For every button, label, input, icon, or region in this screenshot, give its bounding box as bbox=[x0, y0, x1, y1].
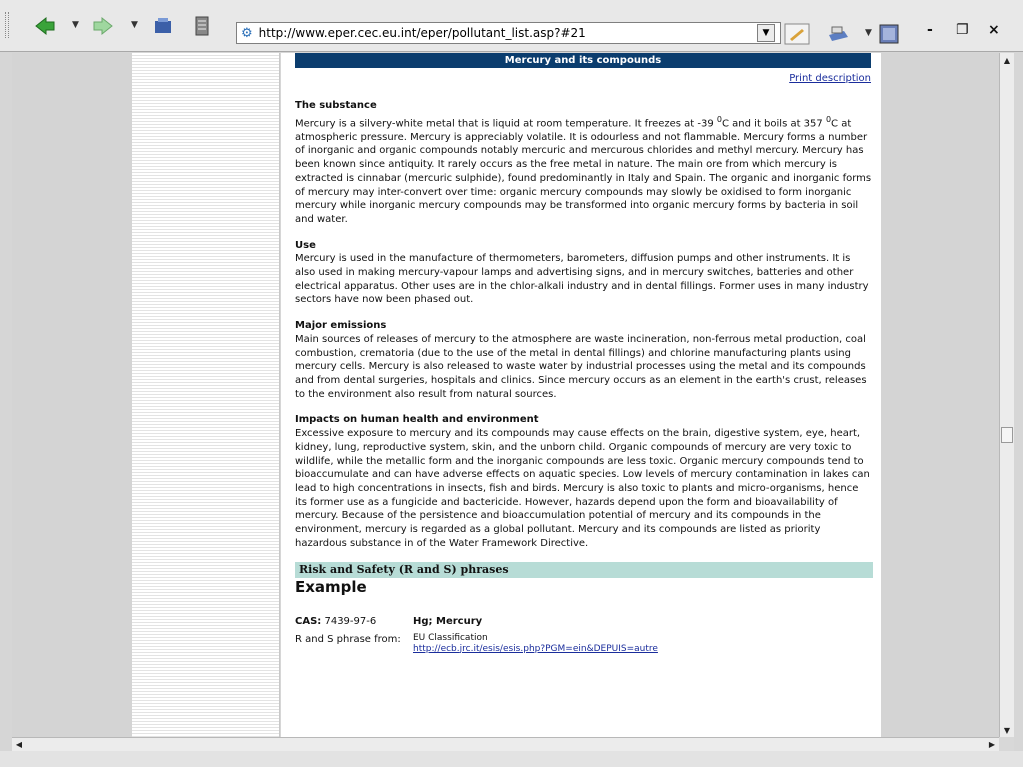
pencil-icon[interactable] bbox=[784, 22, 810, 46]
page-content bbox=[281, 53, 881, 737]
scroll-left-icon[interactable]: ◀ bbox=[15, 740, 23, 749]
left-stripe-panel bbox=[132, 53, 280, 737]
status-area bbox=[0, 751, 1023, 767]
cas-value: 7439-97-6 bbox=[324, 615, 377, 627]
horizontal-scrollbar[interactable] bbox=[12, 737, 999, 751]
print-icon[interactable] bbox=[826, 22, 850, 46]
rs-source-link[interactable]: http://ecb.jrc.it/esis/esis.php?PGM=ein&DEPUIS=autre bbox=[413, 643, 658, 654]
section-heading: Impacts on human health and environment bbox=[295, 414, 539, 426]
rs-row bbox=[295, 633, 873, 655]
back-icon[interactable] bbox=[34, 14, 56, 38]
scroll-thumb[interactable] bbox=[1001, 427, 1013, 443]
url-text: http://www.eper.cec.eu.int/eper/pollutant_list.asp?#21 bbox=[258, 26, 586, 40]
reload-icon[interactable] bbox=[152, 14, 174, 38]
url-dropdown-icon[interactable]: ▼ bbox=[757, 24, 775, 42]
window-restore-button[interactable]: ❐ bbox=[956, 22, 969, 38]
section-text: Mercury is used in the manufacture of thermometers, barometers, diffusion pumps and other instruments. It is also used in making mercury-vapour lamps and advertising signs, and in mercury switches, batteries and other electrical apparatus. Other uses are in the chlor-alkali industry and in dental fillings. Former uses in many industry sectors have now been phased out. bbox=[295, 253, 869, 306]
section-text: Main sources of releases of mercury to the atmosphere are waste incineration, non-ferrous metal production, coal combustion, crematoria (due to the use of the metal in dental fillings) and chlorine manufacturing plants using mercury cells. Mercury is also released to waste water by industrial processes using the metal and its compounds and from dental surgeries, hospitals and clinics. Since mercury occurs as an element in the earth's crust, releases to the environment also result from natural sources. bbox=[295, 333, 867, 400]
section-heading: Major emissions bbox=[295, 320, 387, 332]
scroll-down-icon[interactable]: ▼ bbox=[1003, 725, 1011, 735]
print-dropdown-icon[interactable]: ▼ bbox=[865, 28, 872, 38]
scroll-right-icon[interactable]: ▶ bbox=[988, 740, 996, 749]
scroll-up-icon[interactable]: ▲ bbox=[1003, 55, 1011, 65]
back-dropdown-icon[interactable]: ▼ bbox=[72, 20, 79, 30]
section-text: Excessive exposure to mercury and its compounds may cause effects on the brain, digestive system, eye, heart, kidney, lung, reproductive system, skin, and the unborn child. Organic compounds of mercury are very toxic to wildlife, while the metallic form and the inorganic compounds are less toxic. Organic mercury compounds tend to bioaccumulate and can have adverse effects on aquatic species. Low levels of mercury contamination in lakes can lead to high concentrations in insects, fish and birds. Mercury is also toxic to plants and micro-organisms, hence its former use as a fungicide and bactericide. However, hazards depend upon the form and bioavailability of mercury. Because of the persistence and bioaccumulation potential of mercury and its compounds in the environment, mercury is regarded as a global pollutant. Mercury and its compounds are listed as priority hazardous substance in of the Water Framework Directive. bbox=[295, 428, 870, 549]
section-text: Mercury is a silvery-white metal that is liquid at room temperature. It freezes at -39 $^0$C and it boils at 357 $^0$C at atmospheric pressure. Mercury is appreciably volatile. It is odourless and not flammable. Mercury forms a number of inorganic and organic compounds notably mercuric and mercurous chlorides and methyl mercury. Mercury has been known since antiquity. It rarely occurs as the free metal in nature. The main ore from which mercury is extracted is cinnabar (mercuric sulphide), found predominantly in Italy and Spain. The organic and inorganic forms of mercury may inter-convert over time: organic mercury compounds may slowly be oxidised to form inorganic mercury while inorganic mercury compounds may be transformed into organic mercury forms by bacteria in soil and water. bbox=[295, 114, 872, 225]
right-margin bbox=[881, 53, 999, 737]
cas-label: CAS: bbox=[295, 615, 322, 627]
section-heading: The substance bbox=[295, 100, 377, 111]
vertical-scrollbar[interactable] bbox=[999, 53, 1014, 737]
url-bar[interactable] bbox=[236, 22, 781, 44]
left-margin bbox=[12, 53, 132, 737]
risk-safety-heading: Risk and Safety (R and S) phrases bbox=[295, 562, 873, 578]
forward-dropdown-icon[interactable]: ▼ bbox=[131, 20, 138, 30]
window-minimize-button[interactable]: - bbox=[927, 22, 933, 38]
sidebar-icon[interactable] bbox=[879, 22, 899, 46]
stop-icon[interactable] bbox=[192, 14, 212, 38]
window-close-button[interactable]: × bbox=[988, 22, 1000, 38]
toolbar-grip[interactable] bbox=[5, 12, 9, 38]
section-heading: Use bbox=[295, 239, 316, 251]
rs-source: EU Classification bbox=[413, 632, 488, 643]
gear-icon: ⚙ bbox=[241, 25, 253, 41]
example-heading: Example bbox=[295, 578, 367, 597]
rs-label: R and S phrase from: bbox=[295, 633, 401, 645]
browser-toolbar bbox=[0, 0, 1023, 52]
scrollbar-corner bbox=[999, 737, 1014, 751]
cas-name: Hg; Mercury bbox=[413, 615, 483, 627]
cas-row bbox=[295, 615, 873, 629]
page-title: Mercury and its compounds bbox=[295, 53, 871, 68]
forward-icon[interactable] bbox=[92, 14, 114, 38]
print-description-link[interactable]: Print description bbox=[789, 73, 871, 84]
description-body bbox=[295, 99, 873, 655]
